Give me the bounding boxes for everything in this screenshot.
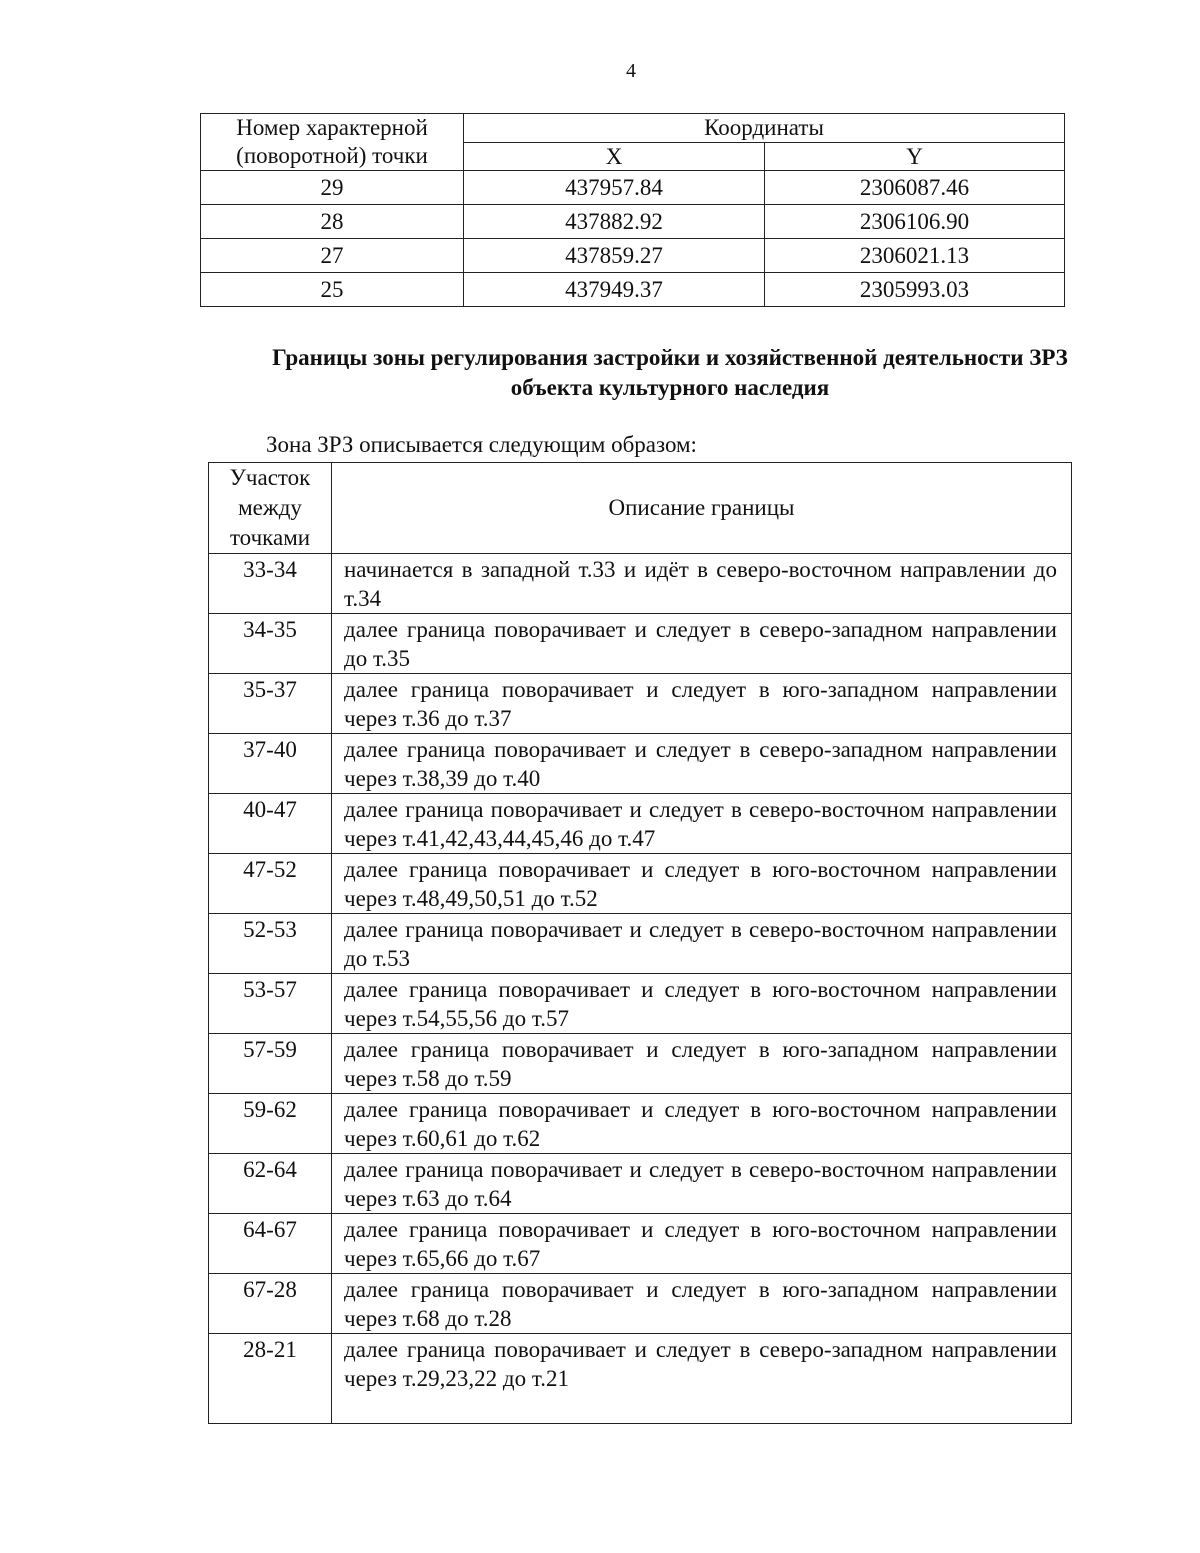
header-coordinates: Координаты [464,114,1065,143]
x-coordinate-cell: 437957.84 [464,171,765,205]
description-cell: далее граница поворачивает и следует в юго-западном направлении через т.68 до т.28 [332,1274,1072,1334]
y-coordinate-cell: 2305993.03 [765,273,1065,307]
description-cell: далее граница поворачивает и следует в северо-восточном направлении до т.53 [332,914,1072,974]
table-row [201,273,1065,307]
description-cell: далее граница поворачивает и следует в северо-западном направлении через т.38,39 до т.40 [332,734,1072,794]
header-segment: Участок между точками [209,463,332,554]
segment-cell: 52-53 [209,914,332,974]
description-cell: далее граница поворачивает и следует в северо-восточном направлении через т.41,42,43,44,45,46 до т.47 [332,794,1072,854]
description-cell: далее граница поворачивает и следует в юго-западном направлении через т.58 до т.59 [332,1034,1072,1094]
segment-cell: 67-28 [209,1274,332,1334]
x-coordinate-cell: 437859.27 [464,239,765,273]
segment-cell: 64-67 [209,1214,332,1274]
header-point-number: Номер характерной (поворотной) точки [201,114,464,171]
header-x: X [464,142,765,171]
description-cell: начинается в западной т.33 и идёт в северо-восточном направлении до т.34 [332,554,1072,614]
description-cell: далее граница поворачивает и следует в северо-западном направлении до т.35 [332,614,1072,674]
segment-cell: 35-37 [209,674,332,734]
segment-cell: 47-52 [209,854,332,914]
section-heading: Границы зоны регулирования застройки и хозяйственной деятельности ЗРЗ объекта культурного наследия [272,345,1068,400]
table-row [209,1214,1072,1274]
segment-cell: 53-57 [209,974,332,1034]
table-row [201,171,1065,205]
intro-text: Зона ЗРЗ описывается следующим образом: [266,432,697,457]
segment-cell: 62-64 [209,1154,332,1214]
point-number-cell: 27 [201,239,464,273]
x-coordinate-cell: 437882.92 [464,205,765,239]
segment-cell: 37-40 [209,734,332,794]
table-row [209,914,1072,974]
table-row [209,1094,1072,1154]
table-row [209,1034,1072,1094]
description-cell: далее граница поворачивает и следует в юго-западном направлении через т.36 до т.37 [332,674,1072,734]
segment-cell: 57-59 [209,1034,332,1094]
coordinates-table [200,113,1065,307]
description-cell: далее граница поворачивает и следует в юго-восточном направлении через т.48,49,50,51 до т.52 [332,854,1072,914]
table-row [209,1154,1072,1214]
y-coordinate-cell: 2306106.90 [765,205,1065,239]
page-number: 4 [626,60,636,82]
segment-cell: 34-35 [209,614,332,674]
x-coordinate-cell: 437949.37 [464,273,765,307]
table-row [209,674,1072,734]
point-number-cell: 25 [201,273,464,307]
header-y: Y [765,142,1065,171]
table-row [209,554,1072,614]
table-row [209,974,1072,1034]
table-row [209,794,1072,854]
segment-cell: 40-47 [209,794,332,854]
table-row [209,1334,1072,1424]
table-row [201,239,1065,273]
table-row [209,854,1072,914]
table-row [209,1274,1072,1334]
description-cell: далее граница поворачивает и следует в юго-восточном направлении через т.60,61 до т.62 [332,1094,1072,1154]
table-row [209,614,1072,674]
segment-cell: 33-34 [209,554,332,614]
description-cell: далее граница поворачивает и следует в северо-восточном направлении через т.63 до т.64 [332,1154,1072,1214]
y-coordinate-cell: 2306087.46 [765,171,1065,205]
y-coordinate-cell: 2306021.13 [765,239,1065,273]
table-row [201,205,1065,239]
boundary-table [208,462,1072,1424]
header-description: Описание границы [332,463,1072,554]
segment-cell: 59-62 [209,1094,332,1154]
point-number-cell: 28 [201,205,464,239]
description-cell: далее граница поворачивает и следует в юго-восточном направлении через т.54,55,56 до т.57 [332,974,1072,1034]
segment-cell: 28-21 [209,1334,332,1424]
point-number-cell: 29 [201,171,464,205]
description-cell: далее граница поворачивает и следует в северо-западном направлении через т.29,23,22 до т.21 [332,1334,1072,1424]
description-cell: далее граница поворачивает и следует в юго-восточном направлении через т.65,66 до т.67 [332,1214,1072,1274]
table-row [209,734,1072,794]
